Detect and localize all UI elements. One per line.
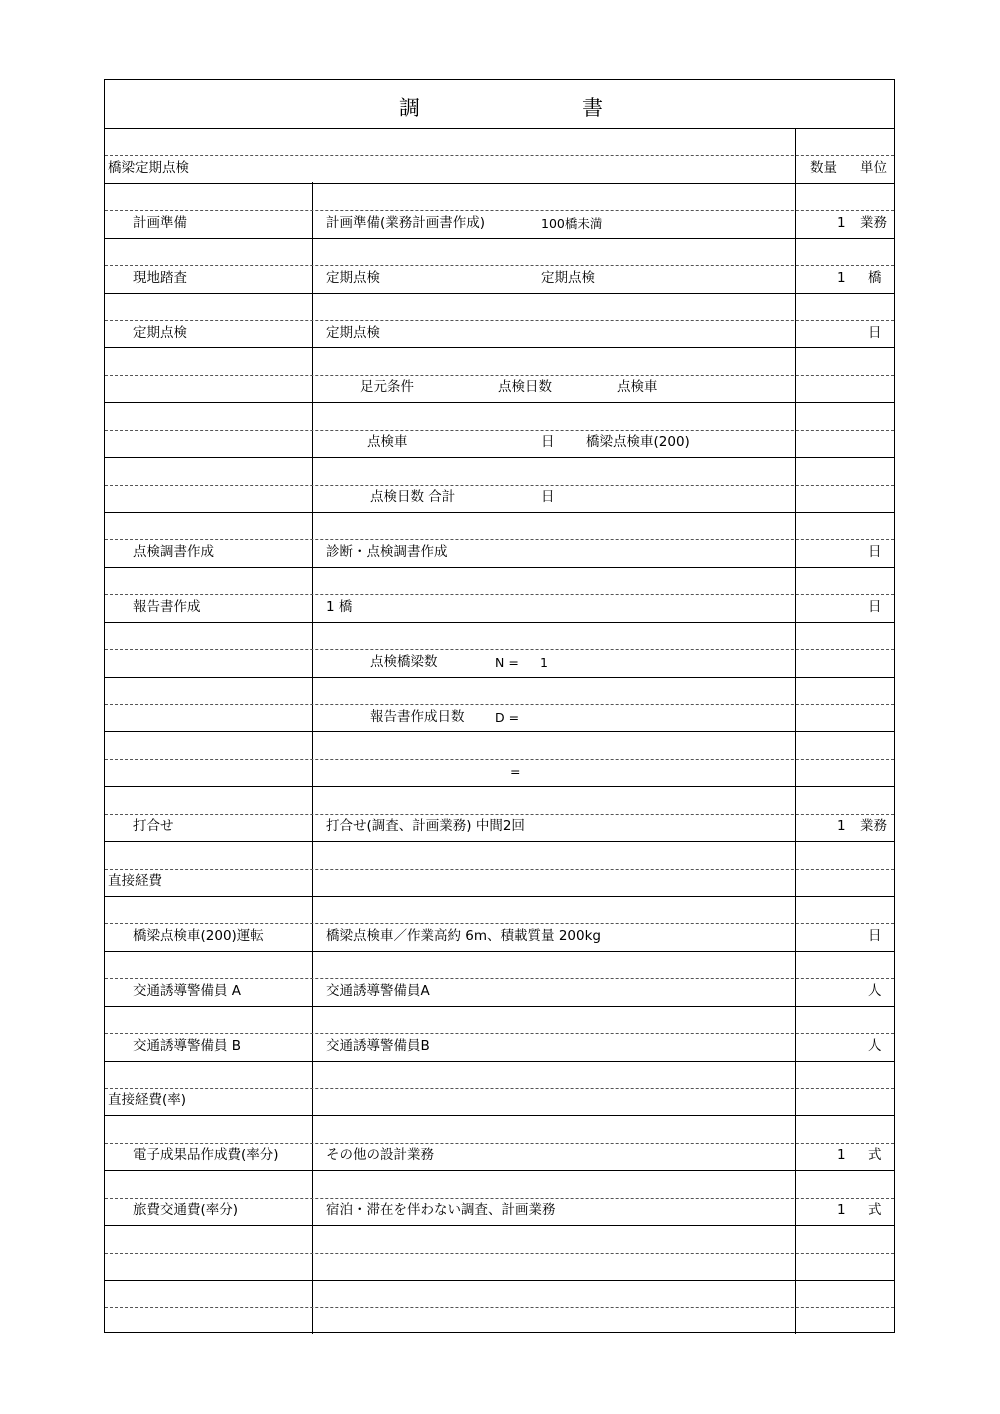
- dashed-row-rule: [105, 539, 894, 540]
- item-spec: 診断・点検調書作成: [326, 544, 448, 560]
- title-char-1: 調: [399, 96, 420, 120]
- item-name: 点検調書作成: [133, 544, 214, 560]
- item-spec: 交通誘導警備員B: [326, 1038, 430, 1054]
- item-unit: 橋: [868, 270, 882, 286]
- solid-row-rule: [105, 786, 894, 787]
- item-unit: 業務: [860, 215, 887, 231]
- item-spec: 打合せ(調査、計画業務) 中間2回: [326, 818, 525, 834]
- dashed-row-rule: [105, 375, 894, 376]
- item-unit: 人: [868, 983, 882, 999]
- dashed-row-rule: [105, 155, 894, 156]
- solid-row-rule: [105, 1061, 894, 1062]
- item-unit: 式: [868, 1147, 882, 1163]
- calc-label: 報告書作成日数: [370, 709, 465, 725]
- dashed-row-rule: [105, 978, 894, 979]
- calc-symbol: D =: [495, 710, 520, 725]
- item-spec: 定期点検: [326, 270, 380, 286]
- title-row: [105, 80, 894, 129]
- section-title: 直接経費(率): [108, 1092, 187, 1108]
- solid-row-rule: [105, 347, 894, 348]
- dashed-row-rule: [105, 1143, 894, 1144]
- calc-symbol: N =: [495, 655, 519, 670]
- calc-label: 点検日数: [498, 379, 552, 395]
- solid-row-rule: [105, 1170, 894, 1171]
- item-spec: 交通誘導警備員A: [326, 983, 430, 999]
- dashed-row-rule: [105, 265, 894, 266]
- calc-label: 点検日数 合計: [370, 489, 456, 505]
- calc-label: 点検車: [367, 434, 408, 450]
- item-unit: 日: [868, 325, 882, 341]
- title-char-2: 書: [582, 96, 603, 120]
- item-unit: 人: [868, 1038, 882, 1054]
- item-unit: 式: [868, 1202, 882, 1218]
- item-name: 橋梁点検車(200)運転: [133, 928, 264, 944]
- dashed-row-rule: [105, 649, 894, 650]
- solid-row-rule: [105, 896, 894, 897]
- item-name: 定期点検: [133, 325, 187, 341]
- item-name: 旅費交通費(率分): [133, 1202, 239, 1218]
- calc-value: 橋梁点検車(200): [586, 434, 690, 450]
- item-qty: 1: [837, 1202, 846, 1218]
- item-unit: 日: [868, 544, 882, 560]
- item-name: 報告書作成: [133, 599, 201, 615]
- calc-label: 点検車: [617, 379, 658, 395]
- solid-row-rule: [105, 841, 894, 842]
- unit-header: 単位: [860, 160, 887, 176]
- dashed-row-rule: [105, 594, 894, 595]
- dashed-row-rule: [105, 1033, 894, 1034]
- item-unit: 日: [868, 599, 882, 615]
- dashed-row-rule: [105, 430, 894, 431]
- qty-header: 数量: [810, 160, 837, 176]
- dashed-row-rule: [105, 1253, 894, 1254]
- calc-unit: 日: [541, 434, 555, 450]
- item-unit: 業務: [860, 818, 887, 834]
- solid-row-rule: [105, 293, 894, 294]
- calc-unit: 日: [541, 489, 555, 505]
- dashed-row-rule: [105, 1307, 894, 1308]
- item-spec: 1 橋: [326, 599, 353, 615]
- solid-row-rule: [105, 677, 894, 678]
- item-qty: 1: [837, 818, 846, 834]
- item-spec-2: 定期点検: [541, 270, 595, 286]
- item-spec: 宿泊・滞在を伴わない調査、計画業務: [326, 1202, 556, 1218]
- item-unit: 日: [868, 928, 882, 944]
- item-name: 交通誘導警備員 B: [133, 1038, 242, 1054]
- dashed-row-rule: [105, 210, 894, 211]
- item-qty: 1: [837, 270, 846, 286]
- calc-label: 足元条件: [360, 379, 414, 395]
- solid-row-rule: [105, 1225, 894, 1226]
- item-spec: 計画準備(業務計画書作成): [326, 215, 486, 231]
- dashed-row-rule: [105, 923, 894, 924]
- solid-row-rule: [105, 622, 894, 623]
- item-spec: 橋梁点検車／作業高約 6m、積載質量 200kg: [326, 928, 601, 944]
- calc-label: 点検橋梁数: [370, 654, 438, 670]
- solid-row-rule: [105, 402, 894, 403]
- section-title: 直接経費: [108, 873, 162, 889]
- solid-row-rule: [105, 512, 894, 513]
- dashed-row-rule: [105, 759, 894, 760]
- solid-row-rule: [105, 457, 894, 458]
- dashed-row-rule: [105, 320, 894, 321]
- dashed-row-rule: [105, 485, 894, 486]
- item-name: 現地踏査: [133, 270, 187, 286]
- solid-row-rule: [105, 238, 894, 239]
- solid-row-rule: [105, 951, 894, 952]
- item-name: 電子成果品作成費(率分): [133, 1147, 279, 1163]
- item-name: 交通誘導警備員 A: [133, 983, 242, 999]
- dashed-row-rule: [105, 1088, 894, 1089]
- item-spec-2: 100橋未満: [541, 216, 603, 231]
- item-spec: その他の設計業務: [326, 1147, 434, 1163]
- calc-symbol: =: [510, 764, 521, 779]
- dashed-row-rule: [105, 814, 894, 815]
- item-qty: 1: [837, 215, 846, 231]
- solid-row-rule: [105, 183, 894, 184]
- item-name: 打合せ: [133, 818, 174, 834]
- calc-value: 1: [540, 655, 548, 670]
- dashed-row-rule: [105, 869, 894, 870]
- solid-row-rule: [105, 1006, 894, 1007]
- item-spec: 定期点検: [326, 325, 380, 341]
- item-qty: 1: [837, 1147, 846, 1163]
- solid-row-rule: [105, 1115, 894, 1116]
- spec-column-divider: [312, 182, 313, 1334]
- solid-row-rule: [105, 1280, 894, 1281]
- solid-row-rule: [105, 567, 894, 568]
- document-sheet: [104, 79, 895, 1333]
- section-title: 橋梁定期点検: [108, 160, 189, 176]
- item-name: 計画準備: [133, 215, 187, 231]
- dashed-row-rule: [105, 1198, 894, 1199]
- solid-row-rule: [105, 731, 894, 732]
- dashed-row-rule: [105, 704, 894, 705]
